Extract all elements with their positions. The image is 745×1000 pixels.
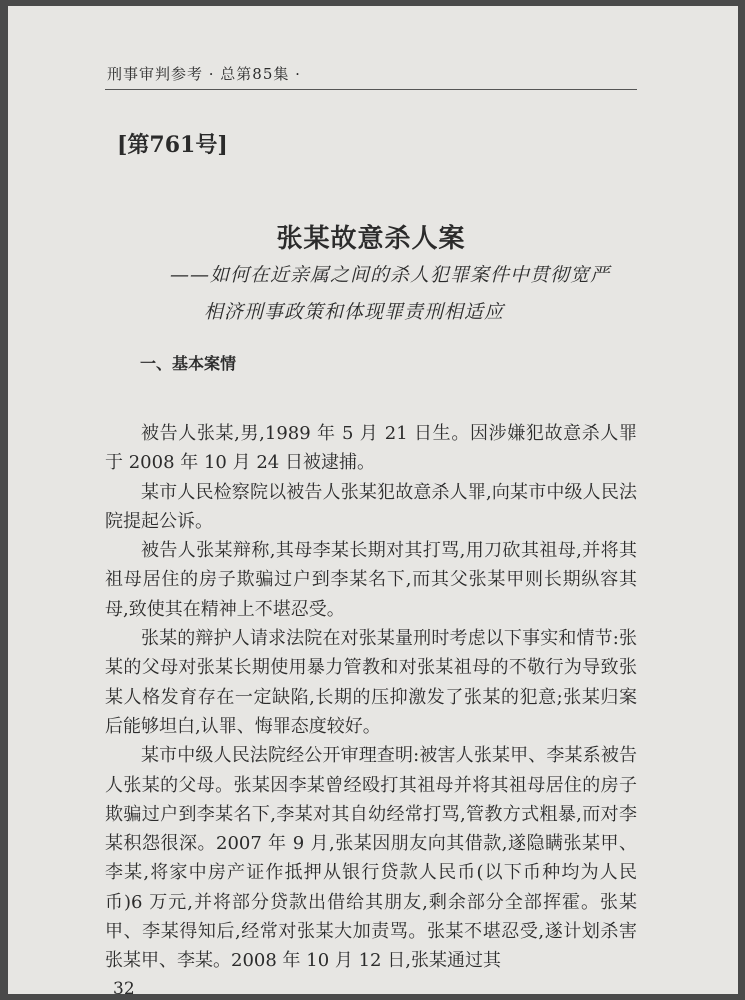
paragraph: 某市中级人民法院经公开审理查明:被害人张某甲、李某系被告人张某的父母。张某因李某曾经殴打其祖母并将其祖母居住的房子欺骗过户到李某名下,李某对其自幼经常打骂,管教方式粗暴,而对李某积怨很深。2007 年 9 月,张某因朋友向其借款,遂隐瞒张某甲、李某,将家中房产证作抵押从银行贷款人民币(以下币种均为人民币)6 万元,并将部分贷款出借给其朋友,剩余部分全部挥霍。张某甲、李某得知后,经常对张某大加责骂。张某不堪忍受,遂计划杀害张某甲、李某。2008 年 10 月 12 日,张某通过其 xyxy=(105,745,637,972)
section-heading: 一、基本案情 xyxy=(140,354,237,373)
paragraph: 张某的辩护人请求法院在对张某量刑时考虑以下事实和情节:张某的父母对张某长期使用暴力管教和对张某祖母的不敬行为导致张某人格发育存在一定缺陷,长期的压抑激发了张某的犯意;张某归案后能够坦白,认罪、悔罪态度较好。 xyxy=(105,628,637,737)
paragraph: 某市人民检察院以被告人张某犯故意杀人罪,向某市中级人民法院提起公诉。 xyxy=(105,481,637,532)
paragraph: 被告人张某,男,1989 年 5 月 21 日生。因涉嫌犯故意杀人罪于 2008 年 10 月 24 日被逮捕。 xyxy=(105,423,637,474)
running-header: 刑事审判参考 · 总第85集 · xyxy=(107,65,301,83)
subtitle-line-2: 相济刑事政策和体现罪责刑相适应 xyxy=(204,301,505,323)
subtitle-line-1: ——如何在近亲属之间的杀人犯罪案件中贯彻宽严 xyxy=(170,264,611,286)
body-text xyxy=(105,419,637,976)
case-number: [第761号] xyxy=(117,132,228,158)
page-number: 32 xyxy=(113,978,135,999)
header-rule xyxy=(105,89,637,90)
paragraph: 被告人张某辩称,其母李某长期对其打骂,用刀砍其祖母,并将其祖母居住的房子欺骗过户到李某名下,而其父张某甲则长期纵容其母,致使其在精神上不堪忍受。 xyxy=(105,540,637,620)
case-title: 张某故意杀人案 xyxy=(276,224,466,254)
page-column xyxy=(105,64,637,1000)
